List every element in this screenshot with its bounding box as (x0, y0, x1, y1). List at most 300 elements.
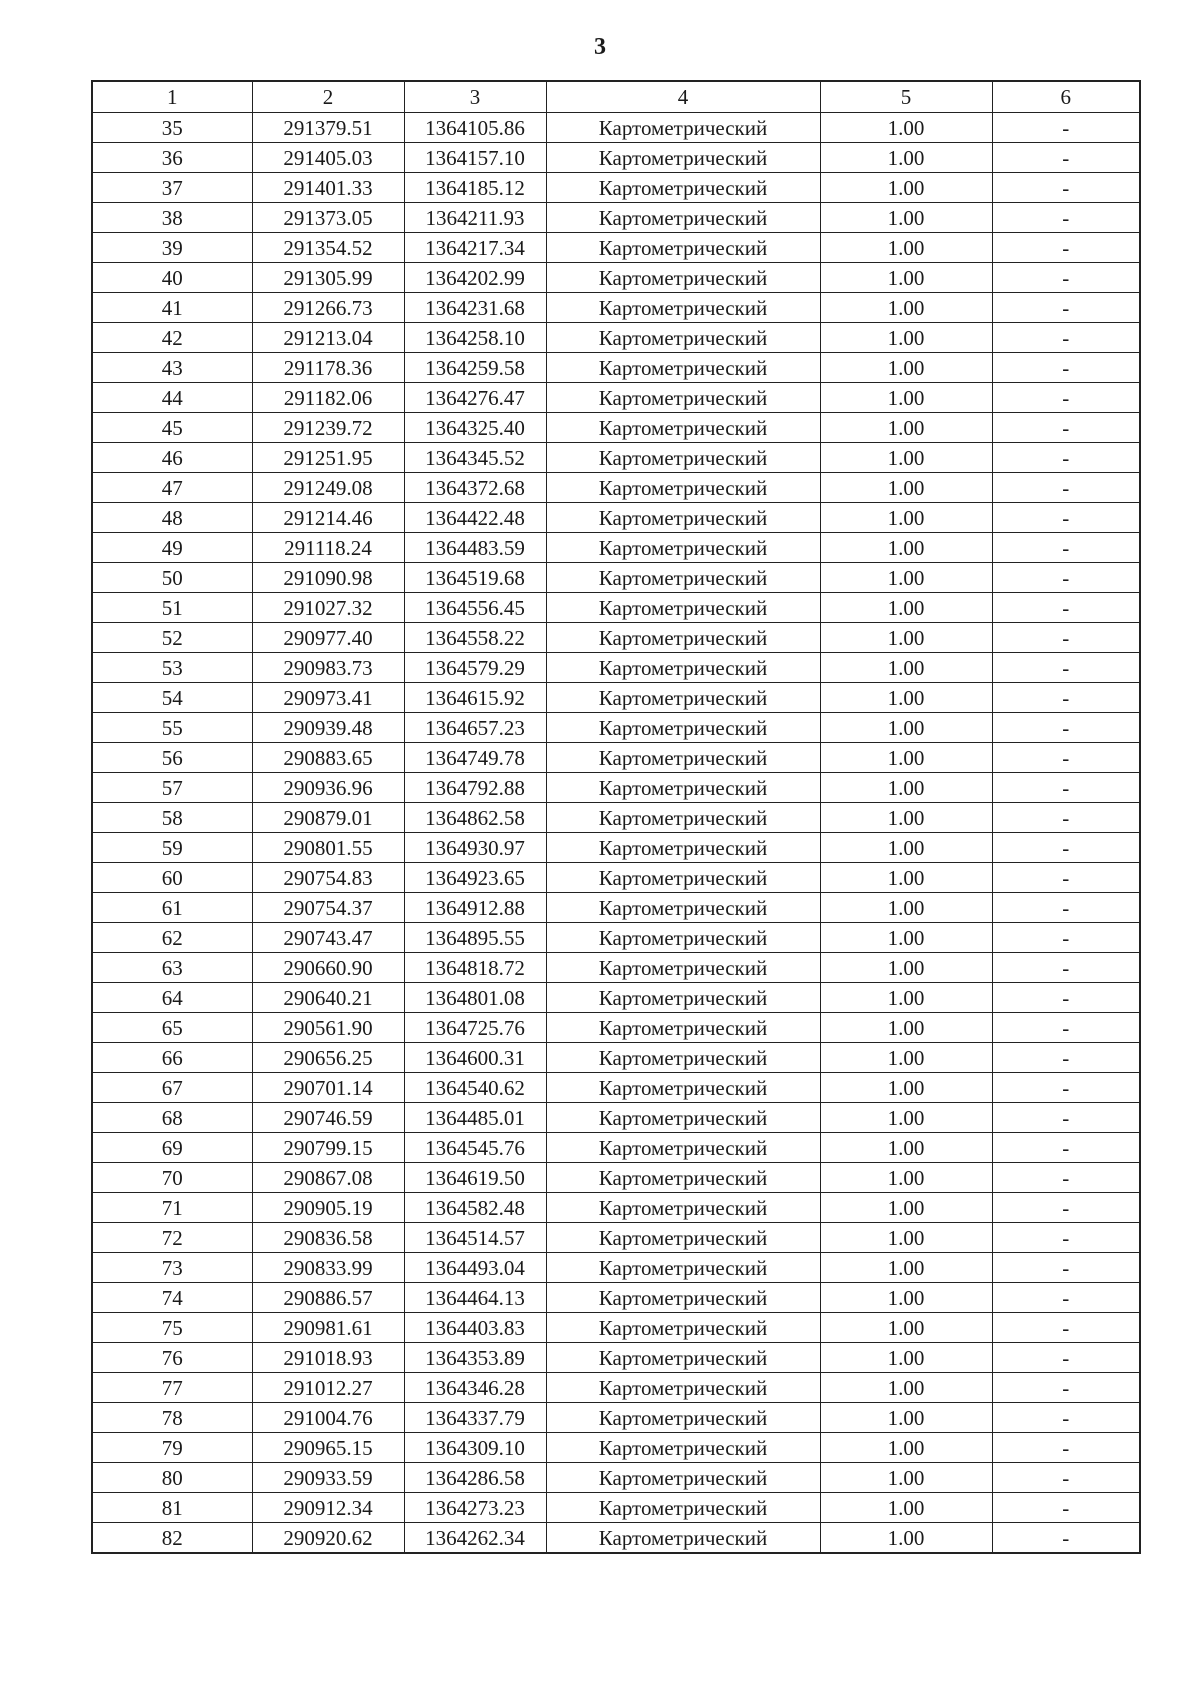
point-number-cell: 69 (92, 1133, 252, 1163)
description-cell: - (992, 293, 1140, 323)
point-number-cell: 58 (92, 803, 252, 833)
table-row (92, 413, 1140, 443)
point-number-cell: 80 (92, 1463, 252, 1493)
table-row (92, 1313, 1140, 1343)
method-cell: Картометрический (546, 863, 820, 893)
x-coordinate-cell: 291354.52 (252, 233, 404, 263)
table-row (92, 203, 1140, 233)
accuracy-cell: 1.00 (820, 1163, 992, 1193)
y-coordinate-cell: 1364464.13 (404, 1283, 546, 1313)
description-cell: - (992, 173, 1140, 203)
table-row (92, 563, 1140, 593)
accuracy-cell: 1.00 (820, 1013, 992, 1043)
method-cell: Картометрический (546, 443, 820, 473)
description-cell: - (992, 713, 1140, 743)
method-cell: Картометрический (546, 653, 820, 683)
method-cell: Картометрический (546, 1463, 820, 1493)
description-cell: - (992, 863, 1140, 893)
description-cell: - (992, 683, 1140, 713)
accuracy-cell: 1.00 (820, 263, 992, 293)
method-cell: Картометрический (546, 1073, 820, 1103)
x-coordinate-cell: 291178.36 (252, 353, 404, 383)
accuracy-cell: 1.00 (820, 833, 992, 863)
accuracy-cell: 1.00 (820, 1133, 992, 1163)
description-cell: - (992, 563, 1140, 593)
accuracy-cell: 1.00 (820, 1343, 992, 1373)
table-row (92, 1163, 1140, 1193)
method-cell: Картометрический (546, 293, 820, 323)
accuracy-cell: 1.00 (820, 773, 992, 803)
table-row (92, 623, 1140, 653)
description-cell: - (992, 1433, 1140, 1463)
page-number: 3 (594, 34, 606, 60)
method-cell: Картометрический (546, 1373, 820, 1403)
method-cell: Картометрический (546, 983, 820, 1013)
y-coordinate-cell: 1364615.92 (404, 683, 546, 713)
description-cell: - (992, 653, 1140, 683)
table-row (92, 443, 1140, 473)
accuracy-cell: 1.00 (820, 233, 992, 263)
description-cell: - (992, 1253, 1140, 1283)
accuracy-cell: 1.00 (820, 1043, 992, 1073)
method-cell: Картометрический (546, 713, 820, 743)
accuracy-cell: 1.00 (820, 473, 992, 503)
description-cell: - (992, 1193, 1140, 1223)
point-number-cell: 45 (92, 413, 252, 443)
accuracy-cell: 1.00 (820, 983, 992, 1013)
description-cell: - (992, 773, 1140, 803)
x-coordinate-cell: 291090.98 (252, 563, 404, 593)
point-number-cell: 40 (92, 263, 252, 293)
point-number-cell: 71 (92, 1193, 252, 1223)
point-number-cell: 38 (92, 203, 252, 233)
x-coordinate-cell: 290867.08 (252, 1163, 404, 1193)
y-coordinate-cell: 1364202.99 (404, 263, 546, 293)
table-row (92, 773, 1140, 803)
accuracy-cell: 1.00 (820, 1223, 992, 1253)
y-coordinate-cell: 1364818.72 (404, 953, 546, 983)
point-number-cell: 78 (92, 1403, 252, 1433)
method-cell: Картометрический (546, 893, 820, 923)
point-number-cell: 74 (92, 1283, 252, 1313)
y-coordinate-cell: 1364157.10 (404, 143, 546, 173)
table-row (92, 983, 1140, 1013)
description-cell: - (992, 833, 1140, 863)
description-cell: - (992, 353, 1140, 383)
y-coordinate-cell: 1364231.68 (404, 293, 546, 323)
x-coordinate-cell: 290754.83 (252, 863, 404, 893)
table-row (92, 473, 1140, 503)
description-cell: - (992, 1223, 1140, 1253)
y-coordinate-cell: 1364725.76 (404, 1013, 546, 1043)
x-coordinate-cell: 291251.95 (252, 443, 404, 473)
y-coordinate-cell: 1364422.48 (404, 503, 546, 533)
y-coordinate-cell: 1364801.08 (404, 983, 546, 1013)
method-cell: Картометрический (546, 533, 820, 563)
accuracy-cell: 1.00 (820, 923, 992, 953)
method-cell: Картометрический (546, 1283, 820, 1313)
y-coordinate-cell: 1364895.55 (404, 923, 546, 953)
table-row (92, 653, 1140, 683)
x-coordinate-cell: 291182.06 (252, 383, 404, 413)
table-row (92, 383, 1140, 413)
table-row (92, 713, 1140, 743)
description-cell: - (992, 113, 1140, 143)
description-cell: - (992, 983, 1140, 1013)
accuracy-cell: 1.00 (820, 1463, 992, 1493)
point-number-cell: 46 (92, 443, 252, 473)
description-cell: - (992, 1403, 1140, 1433)
method-cell: Картометрический (546, 1253, 820, 1283)
y-coordinate-cell: 1364519.68 (404, 563, 546, 593)
description-cell: - (992, 1013, 1140, 1043)
point-number-cell: 73 (92, 1253, 252, 1283)
table-row (92, 1223, 1140, 1253)
description-cell: - (992, 473, 1140, 503)
accuracy-cell: 1.00 (820, 863, 992, 893)
x-coordinate-cell: 290912.34 (252, 1493, 404, 1523)
point-number-cell: 75 (92, 1313, 252, 1343)
method-cell: Картометрический (546, 203, 820, 233)
point-number-cell: 54 (92, 683, 252, 713)
x-coordinate-cell: 290754.37 (252, 893, 404, 923)
table-row (92, 143, 1140, 173)
column-header: 3 (404, 81, 546, 113)
point-number-cell: 50 (92, 563, 252, 593)
accuracy-cell: 1.00 (820, 1283, 992, 1313)
point-number-cell: 68 (92, 1103, 252, 1133)
x-coordinate-cell: 291249.08 (252, 473, 404, 503)
y-coordinate-cell: 1364185.12 (404, 173, 546, 203)
table-row (92, 1463, 1140, 1493)
table-row (92, 833, 1140, 863)
table-row (92, 533, 1140, 563)
accuracy-cell: 1.00 (820, 953, 992, 983)
method-cell: Картометрический (546, 1223, 820, 1253)
column-header: 4 (546, 81, 820, 113)
description-cell: - (992, 1073, 1140, 1103)
table-row (92, 233, 1140, 263)
table-row (92, 353, 1140, 383)
point-number-cell: 53 (92, 653, 252, 683)
x-coordinate-cell: 291213.04 (252, 323, 404, 353)
y-coordinate-cell: 1364600.31 (404, 1043, 546, 1073)
description-cell: - (992, 263, 1140, 293)
method-cell: Картометрический (546, 233, 820, 263)
table-row (92, 113, 1140, 143)
y-coordinate-cell: 1364262.34 (404, 1523, 546, 1554)
y-coordinate-cell: 1364923.65 (404, 863, 546, 893)
table-row (92, 743, 1140, 773)
y-coordinate-cell: 1364619.50 (404, 1163, 546, 1193)
column-header: 5 (820, 81, 992, 113)
x-coordinate-cell: 290977.40 (252, 623, 404, 653)
method-cell: Картометрический (546, 563, 820, 593)
table-row (92, 1373, 1140, 1403)
y-coordinate-cell: 1364579.29 (404, 653, 546, 683)
point-number-cell: 55 (92, 713, 252, 743)
x-coordinate-cell: 290905.19 (252, 1193, 404, 1223)
description-cell: - (992, 143, 1140, 173)
accuracy-cell: 1.00 (820, 353, 992, 383)
x-coordinate-cell: 290933.59 (252, 1463, 404, 1493)
description-cell: - (992, 1313, 1140, 1343)
point-number-cell: 36 (92, 143, 252, 173)
description-cell: - (992, 503, 1140, 533)
x-coordinate-cell: 290879.01 (252, 803, 404, 833)
x-coordinate-cell: 291401.33 (252, 173, 404, 203)
description-cell: - (992, 1523, 1140, 1554)
method-cell: Картометрический (546, 593, 820, 623)
table-body (92, 113, 1140, 1554)
point-number-cell: 82 (92, 1523, 252, 1554)
method-cell: Картометрический (546, 1193, 820, 1223)
method-cell: Картометрический (546, 923, 820, 953)
point-number-cell: 35 (92, 113, 252, 143)
table-row (92, 1103, 1140, 1133)
point-number-cell: 57 (92, 773, 252, 803)
method-cell: Картометрический (546, 413, 820, 443)
method-cell: Картометрический (546, 263, 820, 293)
table-header-row (92, 81, 1140, 113)
table-row (92, 1343, 1140, 1373)
point-number-cell: 77 (92, 1373, 252, 1403)
y-coordinate-cell: 1364558.22 (404, 623, 546, 653)
point-number-cell: 59 (92, 833, 252, 863)
method-cell: Картометрический (546, 1403, 820, 1433)
method-cell: Картометрический (546, 1043, 820, 1073)
x-coordinate-cell: 290833.99 (252, 1253, 404, 1283)
y-coordinate-cell: 1364259.58 (404, 353, 546, 383)
method-cell: Картометрический (546, 743, 820, 773)
method-cell: Картометрический (546, 353, 820, 383)
method-cell: Картометрический (546, 953, 820, 983)
method-cell: Картометрический (546, 473, 820, 503)
method-cell: Картометрический (546, 113, 820, 143)
y-coordinate-cell: 1364545.76 (404, 1133, 546, 1163)
point-number-cell: 51 (92, 593, 252, 623)
table-row (92, 953, 1140, 983)
method-cell: Картометрический (546, 323, 820, 353)
accuracy-cell: 1.00 (820, 803, 992, 833)
x-coordinate-cell: 290936.96 (252, 773, 404, 803)
y-coordinate-cell: 1364345.52 (404, 443, 546, 473)
accuracy-cell: 1.00 (820, 1253, 992, 1283)
accuracy-cell: 1.00 (820, 173, 992, 203)
point-number-cell: 66 (92, 1043, 252, 1073)
method-cell: Картометрический (546, 1163, 820, 1193)
method-cell: Картометрический (546, 1313, 820, 1343)
description-cell: - (992, 1343, 1140, 1373)
point-number-cell: 42 (92, 323, 252, 353)
accuracy-cell: 1.00 (820, 713, 992, 743)
point-number-cell: 43 (92, 353, 252, 383)
description-cell: - (992, 203, 1140, 233)
x-coordinate-cell: 290965.15 (252, 1433, 404, 1463)
x-coordinate-cell: 290836.58 (252, 1223, 404, 1253)
point-number-cell: 72 (92, 1223, 252, 1253)
accuracy-cell: 1.00 (820, 1433, 992, 1463)
x-coordinate-cell: 290801.55 (252, 833, 404, 863)
method-cell: Картометрический (546, 683, 820, 713)
method-cell: Картометрический (546, 143, 820, 173)
table-row (92, 1133, 1140, 1163)
method-cell: Картометрический (546, 383, 820, 413)
accuracy-cell: 1.00 (820, 323, 992, 353)
table-row (92, 1013, 1140, 1043)
description-cell: - (992, 233, 1140, 263)
x-coordinate-cell: 290660.90 (252, 953, 404, 983)
table-row (92, 1493, 1140, 1523)
x-coordinate-cell: 290799.15 (252, 1133, 404, 1163)
table-row (92, 1403, 1140, 1433)
x-coordinate-cell: 291373.05 (252, 203, 404, 233)
x-coordinate-cell: 290656.25 (252, 1043, 404, 1073)
point-number-cell: 39 (92, 233, 252, 263)
description-cell: - (992, 803, 1140, 833)
description-cell: - (992, 1283, 1140, 1313)
table-row (92, 1523, 1140, 1554)
point-number-cell: 70 (92, 1163, 252, 1193)
y-coordinate-cell: 1364346.28 (404, 1373, 546, 1403)
table-row (92, 1433, 1140, 1463)
point-number-cell: 63 (92, 953, 252, 983)
point-number-cell: 48 (92, 503, 252, 533)
accuracy-cell: 1.00 (820, 563, 992, 593)
accuracy-cell: 1.00 (820, 533, 992, 563)
y-coordinate-cell: 1364514.57 (404, 1223, 546, 1253)
column-header: 6 (992, 81, 1140, 113)
accuracy-cell: 1.00 (820, 1403, 992, 1433)
table-row (92, 1253, 1140, 1283)
x-coordinate-cell: 291118.24 (252, 533, 404, 563)
y-coordinate-cell: 1364325.40 (404, 413, 546, 443)
y-coordinate-cell: 1364217.34 (404, 233, 546, 263)
table-row (92, 1193, 1140, 1223)
y-coordinate-cell: 1364493.04 (404, 1253, 546, 1283)
method-cell: Картометрический (546, 1103, 820, 1133)
x-coordinate-cell: 290746.59 (252, 1103, 404, 1133)
x-coordinate-cell: 291214.46 (252, 503, 404, 533)
coordinates-table (91, 80, 1141, 1554)
point-number-cell: 52 (92, 623, 252, 653)
y-coordinate-cell: 1364211.93 (404, 203, 546, 233)
description-cell: - (992, 443, 1140, 473)
description-cell: - (992, 323, 1140, 353)
accuracy-cell: 1.00 (820, 1313, 992, 1343)
table-row (92, 323, 1140, 353)
description-cell: - (992, 1133, 1140, 1163)
y-coordinate-cell: 1364483.59 (404, 533, 546, 563)
method-cell: Картометрический (546, 1343, 820, 1373)
x-coordinate-cell: 291266.73 (252, 293, 404, 323)
table-row (92, 1073, 1140, 1103)
point-number-cell: 41 (92, 293, 252, 323)
point-number-cell: 79 (92, 1433, 252, 1463)
accuracy-cell: 1.00 (820, 893, 992, 923)
y-coordinate-cell: 1364930.97 (404, 833, 546, 863)
x-coordinate-cell: 290886.57 (252, 1283, 404, 1313)
x-coordinate-cell: 290701.14 (252, 1073, 404, 1103)
description-cell: - (992, 1103, 1140, 1133)
x-coordinate-cell: 290640.21 (252, 983, 404, 1013)
point-number-cell: 81 (92, 1493, 252, 1523)
accuracy-cell: 1.00 (820, 443, 992, 473)
x-coordinate-cell: 290981.61 (252, 1313, 404, 1343)
table-row (92, 683, 1140, 713)
method-cell: Картометрический (546, 173, 820, 203)
x-coordinate-cell: 291305.99 (252, 263, 404, 293)
accuracy-cell: 1.00 (820, 1103, 992, 1133)
description-cell: - (992, 1163, 1140, 1193)
point-number-cell: 56 (92, 743, 252, 773)
accuracy-cell: 1.00 (820, 1523, 992, 1554)
accuracy-cell: 1.00 (820, 203, 992, 233)
x-coordinate-cell: 291405.03 (252, 143, 404, 173)
table-row (92, 1283, 1140, 1313)
point-number-cell: 47 (92, 473, 252, 503)
method-cell: Картометрический (546, 1433, 820, 1463)
description-cell: - (992, 893, 1140, 923)
x-coordinate-cell: 290561.90 (252, 1013, 404, 1043)
description-cell: - (992, 1373, 1140, 1403)
table-row (92, 293, 1140, 323)
description-cell: - (992, 743, 1140, 773)
accuracy-cell: 1.00 (820, 293, 992, 323)
method-cell: Картометрический (546, 803, 820, 833)
accuracy-cell: 1.00 (820, 113, 992, 143)
x-coordinate-cell: 291239.72 (252, 413, 404, 443)
method-cell: Картометрический (546, 503, 820, 533)
description-cell: - (992, 923, 1140, 953)
point-number-cell: 49 (92, 533, 252, 563)
point-number-cell: 64 (92, 983, 252, 1013)
accuracy-cell: 1.00 (820, 623, 992, 653)
description-cell: - (992, 953, 1140, 983)
description-cell: - (992, 1463, 1140, 1493)
table-row (92, 893, 1140, 923)
y-coordinate-cell: 1364862.58 (404, 803, 546, 833)
accuracy-cell: 1.00 (820, 143, 992, 173)
y-coordinate-cell: 1364582.48 (404, 1193, 546, 1223)
y-coordinate-cell: 1364556.45 (404, 593, 546, 623)
description-cell: - (992, 623, 1140, 653)
x-coordinate-cell: 290983.73 (252, 653, 404, 683)
y-coordinate-cell: 1364286.58 (404, 1463, 546, 1493)
accuracy-cell: 1.00 (820, 1373, 992, 1403)
y-coordinate-cell: 1364485.01 (404, 1103, 546, 1133)
y-coordinate-cell: 1364273.23 (404, 1493, 546, 1523)
y-coordinate-cell: 1364309.10 (404, 1433, 546, 1463)
table-row (92, 863, 1140, 893)
point-number-cell: 76 (92, 1343, 252, 1373)
table-row (92, 803, 1140, 833)
accuracy-cell: 1.00 (820, 1193, 992, 1223)
table-row (92, 1043, 1140, 1073)
description-cell: - (992, 1043, 1140, 1073)
x-coordinate-cell: 290743.47 (252, 923, 404, 953)
accuracy-cell: 1.00 (820, 1073, 992, 1103)
method-cell: Картометрический (546, 773, 820, 803)
accuracy-cell: 1.00 (820, 413, 992, 443)
accuracy-cell: 1.00 (820, 1493, 992, 1523)
y-coordinate-cell: 1364540.62 (404, 1073, 546, 1103)
x-coordinate-cell: 291004.76 (252, 1403, 404, 1433)
y-coordinate-cell: 1364337.79 (404, 1403, 546, 1433)
column-header: 2 (252, 81, 404, 113)
point-number-cell: 60 (92, 863, 252, 893)
x-coordinate-cell: 291027.32 (252, 593, 404, 623)
